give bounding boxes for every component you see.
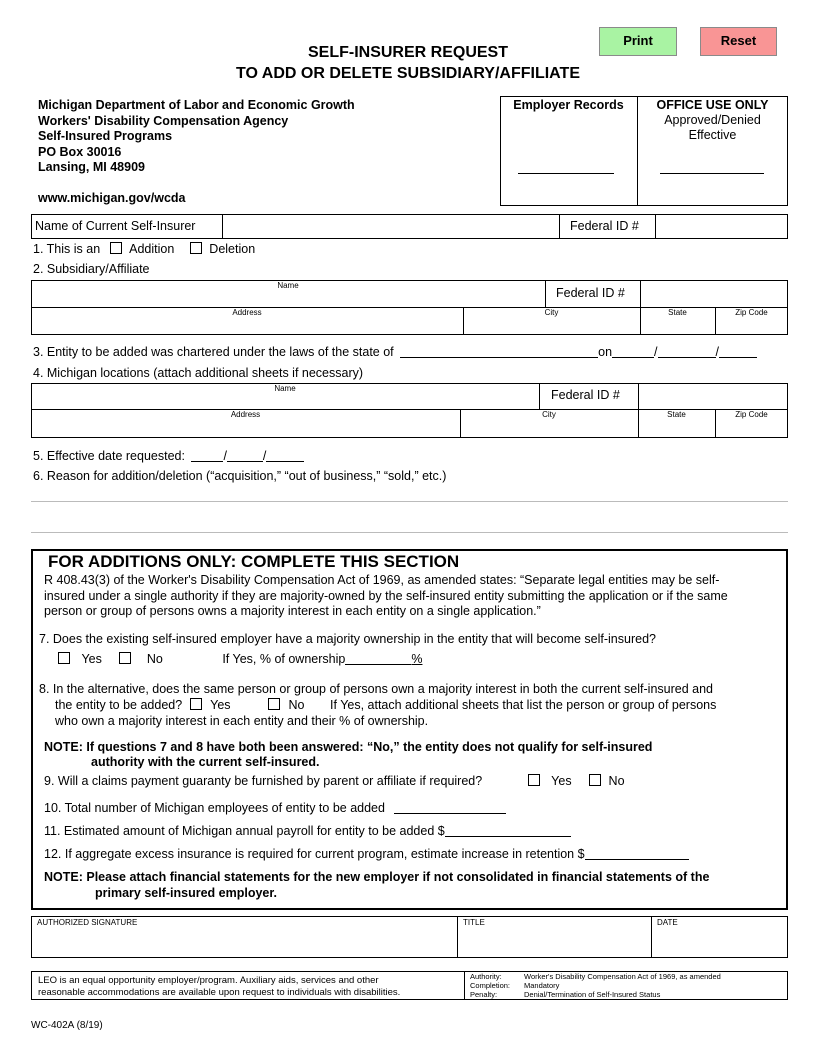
q5-year-field[interactable] [266, 450, 304, 462]
sub-name-input[interactable] [32, 291, 544, 306]
q8-label-line2b: If Yes, attach additional sheets that list the person or group of persons [330, 698, 717, 712]
leo-statement [38, 975, 400, 998]
employer-records-label: Employer Records [513, 98, 624, 112]
agency-line4: PO Box 30016 [38, 144, 122, 159]
q9-yes-checkbox[interactable] [528, 774, 540, 786]
q6-reason-line-2[interactable] [31, 532, 788, 533]
q1-row [33, 242, 255, 256]
q10-row [44, 801, 506, 815]
form-id: WC-402A (8/19) [31, 1020, 103, 1031]
office-use-label: OFFICE USE ONLY [656, 98, 769, 112]
authority-info [470, 972, 721, 999]
loc-name-label: Name [274, 384, 296, 393]
authority-value: Worker's Disability Compensation Act of 1969, as amended [524, 972, 721, 981]
completion-label: Completion: [470, 981, 511, 990]
q3-month-field[interactable] [612, 346, 654, 358]
q9-label: 9. Will a claims payment guaranty be furnished by parent or affiliate if required? [44, 774, 483, 788]
q9-row [44, 774, 625, 788]
q11-field[interactable] [445, 825, 571, 837]
print-button[interactable]: Print [599, 27, 677, 56]
note1-line1: NOTE: If questions 7 and 8 have both been answered: “No,” the entity does not qualify for self-insured [44, 740, 653, 754]
penalty-label: Penalty: [470, 990, 498, 999]
sub-state-label: State [668, 308, 687, 317]
title-field[interactable] [458, 928, 650, 957]
reset-button[interactable]: Reset [700, 27, 777, 56]
form-title-line1: SELF-INSURER REQUEST [307, 44, 508, 61]
additions-intro [44, 573, 728, 620]
q12-label: 12. If aggregate excess insurance is required for current program, estimate increase in retention $ [44, 847, 585, 861]
q5-month-field[interactable] [191, 450, 223, 462]
loc-name-input[interactable] [32, 394, 538, 408]
q10-label: 10. Total number of Michigan employees of entity to be added [44, 801, 385, 815]
q11-row [44, 824, 571, 838]
loc-fed-label: Federal ID # [551, 388, 620, 402]
q3-slash-1: / [654, 345, 658, 359]
agency-website: www.michigan.gov/wcda [38, 191, 186, 205]
q1-label: 1. This is an [33, 242, 101, 256]
completion-value: Mandatory [524, 981, 560, 990]
loc-fed-input[interactable] [639, 384, 787, 408]
q4-label: 4. Michigan locations (attach additional sheets if necessary) [33, 366, 364, 380]
sub-name-label: Name [277, 281, 299, 290]
q8-label-line3: who own a majority interest in each entity and their % of ownership. [55, 714, 429, 728]
q8-label-line2: the entity to be added? [55, 698, 183, 712]
additions-heading: FOR ADDITIONS ONLY: COMPLETE THIS SECTION [48, 552, 460, 571]
leo-line1: LEO is an equal opportunity employer/program. Auxiliary aids, services and other [38, 975, 379, 986]
q2-label: 2. Subsidiary/Affiliate [33, 262, 150, 276]
q8-no-label: No [288, 698, 305, 712]
agency-line2: Workers' Disability Compensation Agency [38, 113, 289, 128]
current-name-label: Name of Current Self-Insurer [35, 219, 196, 233]
leo-line2: reasonable accommodations are available upon request to individuals with disabilities. [38, 986, 401, 998]
note2-line2: primary self-insured employer. [95, 886, 278, 900]
date-field[interactable] [652, 928, 787, 957]
q7-no-checkbox[interactable] [119, 652, 131, 664]
signature-field[interactable] [32, 928, 456, 957]
q5-slash-1: / [223, 449, 227, 463]
loc-state-label: State [667, 410, 686, 419]
q10-field[interactable] [394, 802, 506, 814]
q7-answers [58, 652, 422, 666]
q8-yes-label: Yes [210, 698, 231, 712]
q5-label: 5. Effective date requested: [33, 449, 185, 463]
penalty-value: Denial/Termination of Self-Insured Status [524, 990, 661, 999]
form-title-line2: TO ADD OR DELETE SUBSIDIARY/AFFILIATE [235, 65, 580, 82]
agency-line5: Lansing, MI 48909 [38, 160, 145, 174]
q8-line2 [55, 698, 716, 712]
q7-pct-sign: % [411, 652, 423, 666]
intro-line2: insured under a single authority if they are majority-owned by the self-insured entity submitting the application or if the same [44, 588, 728, 603]
q7-no-label: No [146, 652, 163, 666]
addition-label: Addition [129, 242, 175, 256]
intro-line3: person or group of persons owns a majority interest in each entity on a single application.” [44, 604, 541, 618]
addition-checkbox[interactable] [110, 242, 122, 254]
current-fed-label: Federal ID # [570, 219, 639, 233]
q8-no-checkbox[interactable] [268, 698, 280, 710]
effective-label: Effective [688, 128, 737, 142]
sub-address-label: Address [232, 308, 262, 317]
q3-on-label: on [598, 345, 613, 359]
q11-label: 11. Estimated amount of Michigan annual payroll for entity to be added $ [44, 824, 445, 838]
sub-fed-input[interactable] [641, 281, 787, 306]
approved-denied-label: Approved/Denied [664, 113, 761, 127]
q8-label-line1: 8. In the alternative, does the same person or group of persons own a majority interest in both the current self-insured and [39, 682, 713, 696]
current-fed-input[interactable] [656, 215, 787, 238]
effective-field[interactable] [660, 173, 764, 174]
sub-fed-label: Federal ID # [556, 286, 625, 300]
loc-address-label: Address [230, 410, 261, 419]
q6-reason-line-1[interactable] [31, 501, 788, 502]
authority-label: Authority: [470, 972, 502, 981]
agency-address [38, 98, 355, 176]
q9-yes-label: Yes [551, 774, 572, 788]
date-label: DATE [657, 918, 678, 927]
q3-row [33, 345, 757, 359]
q5-slash-2: / [262, 449, 267, 463]
sub-city-label: City [544, 308, 559, 317]
signature-label: AUTHORIZED SIGNATURE [37, 918, 138, 927]
q5-row [33, 449, 304, 463]
agency-line1: Michigan Department of Labor and Economic Growth [38, 98, 355, 112]
q7-pct-field[interactable] [345, 653, 411, 665]
sub-zip-label: Zip Code [735, 308, 768, 317]
q3-day-field[interactable] [658, 346, 716, 358]
note1-line2: authority with the current self-insured. [91, 755, 320, 769]
deletion-checkbox[interactable] [190, 242, 202, 254]
q9-no-checkbox[interactable] [589, 774, 601, 786]
q8-yes-checkbox[interactable] [190, 698, 202, 710]
q7-yes-checkbox[interactable] [58, 652, 70, 664]
title-label: TITLE [463, 918, 485, 927]
intro-line1: R 408.43(3) of the Worker's Disability Compensation Act of 1969, as amended states: “Separate legal entities may be self- [44, 573, 720, 587]
q12-field[interactable] [585, 848, 689, 860]
q12-row [44, 847, 689, 861]
q7-yes-label: Yes [81, 652, 102, 666]
note2-line1: NOTE: Please attach financial statements for the new employer if not consolidated in financial statements of the [44, 870, 710, 884]
deletion-label: Deletion [209, 242, 256, 256]
current-name-input[interactable] [223, 215, 559, 238]
q3-label: 3. Entity to be added was chartered under the laws of the state of [33, 345, 394, 359]
q6-label: 6. Reason for addition/deletion (“acquisition,” “out of business,” “sold,” etc.) [33, 469, 447, 483]
q3-slash-2: / [715, 345, 719, 359]
q5-day-field[interactable] [227, 450, 263, 462]
q7-label: 7. Does the existing self-insured employer have a majority ownership in the entity that will become self-insured? [39, 632, 656, 646]
employer-records-field[interactable] [518, 173, 614, 174]
q3-year-field[interactable] [719, 346, 757, 358]
q9-no-label: No [608, 774, 625, 788]
agency-line3: Self-Insured Programs [38, 129, 173, 143]
q3-state-field[interactable] [400, 346, 598, 358]
q7-pct-label: If Yes, % of ownership [222, 652, 346, 666]
loc-city-label: City [542, 410, 556, 419]
loc-zip-label: Zip Code [735, 410, 768, 419]
